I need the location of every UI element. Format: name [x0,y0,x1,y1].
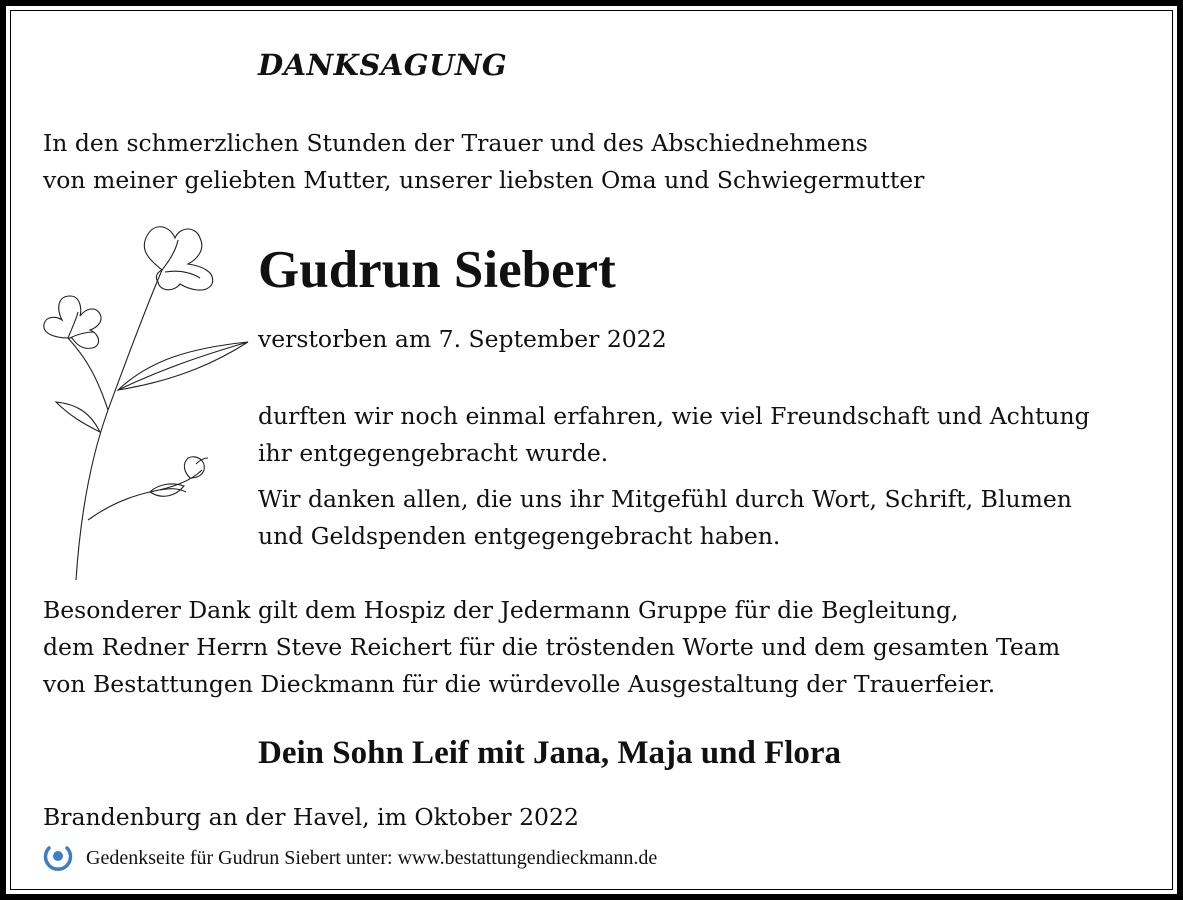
special-thanks-line-2: dem Redner Herrn Steve Reichert für die tröstenden Worte und dem gesamten Team [43,633,1061,661]
place-and-date: Brandenburg an der Havel, im Oktober 2022 [43,803,579,831]
paragraph2-line-2: und Geldspenden entgegengebracht haben. [258,522,781,550]
heading: DANKSAGUNG [258,48,508,82]
paragraph1-line-2: ihr entgegengebracht wurde. [258,439,609,467]
memorial-logo-icon [42,842,74,874]
paragraph-thanks [258,481,1072,555]
special-thanks-line-3: von Bestattungen Dieckmann für die würdevolle Ausgestaltung der Trauerfeier. [43,670,996,698]
special-thanks-line-1: Besonderer Dank gilt dem Hospiz der Jedermann Gruppe für die Begleitung, [43,596,959,624]
paragraph2-line-1: Wir danken allen, die uns ihr Mitgefühl durch Wort, Schrift, Blumen [258,485,1072,513]
memorial-page-link[interactable]: Gedenkseite für Gudrun Siebert unter: www.bestattungendieckmann.de [86,846,658,869]
intro-line-2: von meiner geliebten Mutter, unserer liebsten Oma und Schwiegermutter [43,166,925,194]
intro-line-1: In den schmerzlichen Stunden der Trauer und des Abschiednehmens [43,129,868,157]
special-thanks [43,592,1060,703]
paragraph1-line-1: durften wir noch einmal erfahren, wie viel Freundschaft und Achtung [258,402,1090,430]
family-signature: Dein Sohn Leif mit Jana, Maja und Flora [258,735,842,771]
paragraph-experience [258,398,1090,472]
death-date: verstorben am 7. September 2022 [258,325,667,353]
footer [42,842,657,874]
deceased-name: Gudrun Siebert [258,241,616,299]
flower-illustration-icon [20,220,260,590]
intro-text [43,125,924,199]
